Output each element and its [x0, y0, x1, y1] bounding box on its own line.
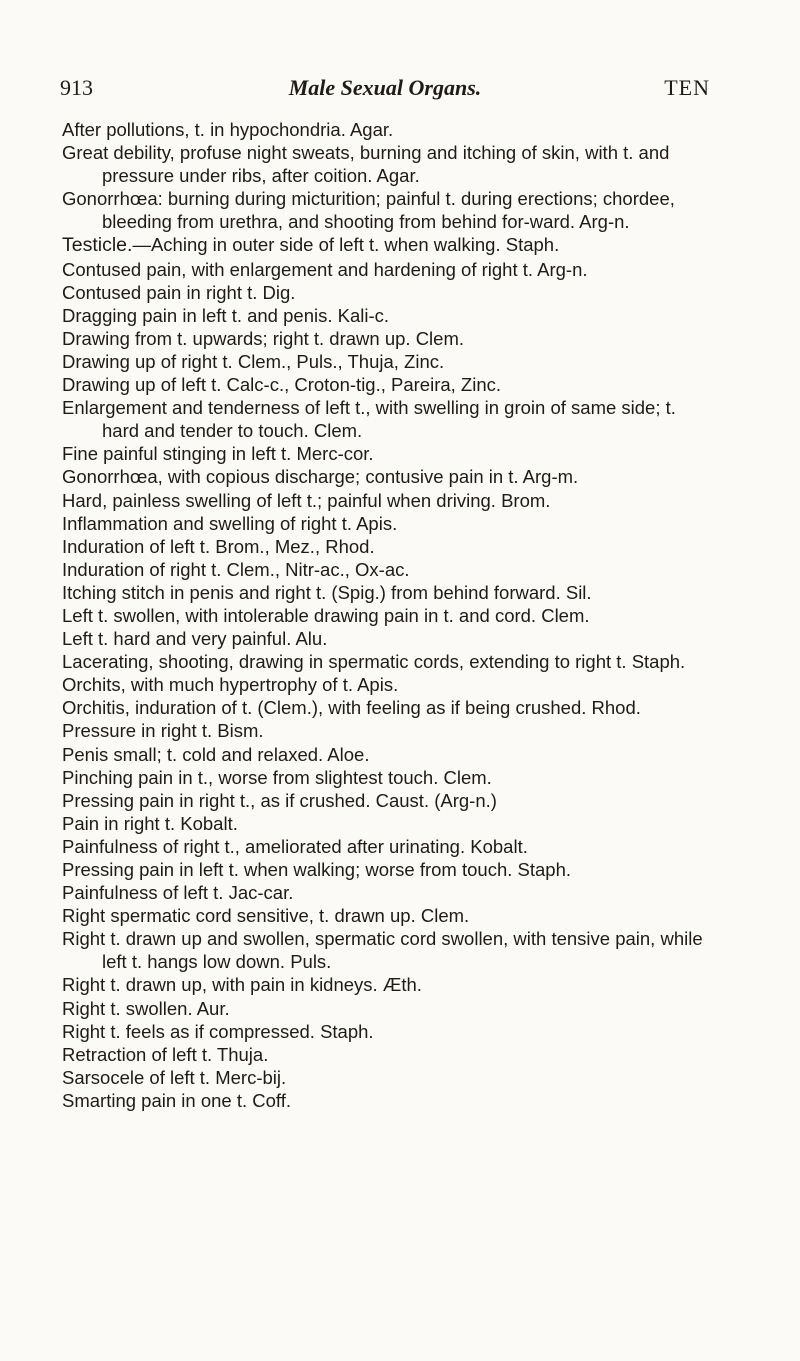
entry-text: Drawing up of left t. Calc-c., Croton-tig., Pareira, Zinc. [62, 374, 502, 396]
repertory-entry [62, 904, 718, 927]
repertory-entry [62, 858, 718, 881]
entry-text: Left t. hard and very painful. Alu. [62, 628, 328, 650]
entry-text: Right t. drawn up, with pain in kidneys. Æth. [62, 974, 422, 996]
entry-text: Pressing pain in left t. when walking; worse from touch. Staph. [62, 859, 572, 880]
repertory-entry [62, 350, 718, 373]
rubric-heading: Testicle. [62, 234, 133, 257]
entry-text: Induration of left t. Brom., Mez., Rhod. [62, 535, 375, 557]
section-label: TEN [664, 75, 710, 100]
repertory-entry [62, 604, 718, 627]
page-header [60, 72, 710, 104]
entry-text: Itching stitch in penis and right t. (Spig.) from behind forward. Sil. [62, 581, 592, 603]
repertory-entry [62, 442, 718, 465]
entry-text: Right t. feels as if compressed. Staph. [62, 1020, 374, 1042]
repertory-entry [62, 118, 718, 141]
repertory-entry [62, 396, 718, 442]
entry-text: Great debility, profuse night sweats, burning and itching of skin, with t. and pressure under ribs, after coition. Agar. [62, 142, 670, 187]
page-number: 913 [60, 75, 93, 100]
repertory-entries [62, 118, 718, 1112]
repertory-entry [62, 1020, 718, 1043]
entry-text: Pressure in right t. Bism. [62, 720, 264, 742]
entry-text: Orchits, with much hypertrophy of t. Apis. [62, 674, 399, 696]
entry-text: —Aching in outer side of left t. when walking. Staph. [132, 234, 560, 256]
entry-text: Enlargement and tenderness of left t., with swelling in groin of same side; t. hard and tender to touch. Clem. [62, 397, 676, 442]
entry-text: Right t. swollen. Aur. [62, 997, 230, 1019]
entry-text: Right spermatic cord sensitive, t. drawn up. Clem. [62, 905, 470, 927]
repertory-entry [62, 789, 718, 812]
repertory-entry [62, 535, 718, 558]
entry-text: Fine painful stinging in left t. Merc-cor. [62, 443, 374, 465]
repertory-entry [62, 304, 718, 327]
entry-text: Smarting pain in one t. Coff. [62, 1089, 291, 1111]
entry-text: Drawing from t. upwards; right t. drawn up. Clem. [62, 327, 465, 349]
repertory-entry [62, 233, 718, 257]
repertory-entry [62, 141, 718, 187]
repertory-entry [62, 465, 718, 488]
entry-text: Pinching pain in t., worse from slightest touch. Clem. [62, 766, 492, 788]
entry-text: Hard, painless swelling of left t.; painful when driving. Brom. [62, 489, 551, 511]
repertory-entry [62, 187, 718, 233]
repertory-entry [62, 581, 718, 604]
repertory-entry [62, 373, 718, 396]
entry-text: Gonorrhœa, with copious discharge; contusive pain in t. Arg-m. [62, 466, 579, 488]
entry-text: Penis small; t. cold and relaxed. Aloe. [62, 743, 370, 765]
entry-text: Retraction of left t. Thuja. [62, 1043, 269, 1065]
repertory-entry [62, 489, 718, 512]
repertory-entry [62, 558, 718, 581]
entry-text: Pressing pain in right t., as if crushed. Caust. (Arg-n.) [62, 789, 497, 811]
repertory-entry [62, 258, 718, 281]
entry-text: Contused pain, with enlargement and hardening of right t. Arg-n. [62, 258, 588, 280]
repertory-entry [62, 627, 718, 650]
entry-text: Induration of right t. Clem., Nitr-ac., Ox-ac. [62, 558, 410, 580]
repertory-entry [62, 881, 718, 904]
repertory-entry [62, 1089, 718, 1112]
entry-text: Dragging pain in left t. and penis. Kali-c. [62, 304, 390, 326]
entry-text: Pain in right t. Kobalt. [62, 812, 238, 834]
repertory-entry [62, 1043, 718, 1066]
entry-text: Inflammation and swelling of right t. Apis. [62, 512, 398, 534]
repertory-entry [62, 973, 718, 996]
repertory-entry [62, 673, 718, 696]
entry-text: Left t. swollen, with intolerable drawing pain in t. and cord. Clem. [62, 604, 590, 626]
entry-text: Gonorrhœa: burning during micturition; painful t. during erections; chordee, bleeding from urethra, and shooting from behind for-ward. Arg-n. [62, 188, 675, 233]
entry-text: Lacerating, shooting, drawing in spermatic cords, extending to right t. Staph. [62, 651, 686, 673]
repertory-entry [62, 743, 718, 766]
repertory-entry [62, 650, 718, 673]
entry-text: Orchitis, induration of t. (Clem.), with feeling as if being crushed. Rhod. [62, 697, 641, 719]
repertory-entry [62, 719, 718, 742]
repertory-entry [62, 835, 718, 858]
repertory-entry [62, 327, 718, 350]
entry-text: Sarsocele of left t. Merc-bij. [62, 1066, 287, 1088]
entry-text: Drawing up of right t. Clem., Puls., Thuja, Zinc. [62, 350, 445, 372]
repertory-entry [62, 812, 718, 835]
running-title: Male Sexual Organs. [288, 75, 482, 100]
repertory-entry [62, 281, 718, 304]
repertory-entry [62, 927, 718, 973]
repertory-entry [62, 766, 718, 789]
repertory-entry [62, 1066, 718, 1089]
repertory-entry [62, 997, 718, 1020]
entry-text: After pollutions, t. in hypochondria. Agar. [62, 119, 394, 140]
repertory-entry [62, 696, 718, 719]
entry-text: Painfulness of right t., ameliorated after urinating. Kobalt. [62, 835, 528, 857]
entry-text: Right t. drawn up and swollen, spermatic cord swollen, with tensive pain, while left t. hangs low down. Puls. [62, 928, 703, 973]
entry-text: Contused pain in right t. Dig. [62, 281, 296, 303]
entry-text: Painfulness of left t. Jac-car. [62, 882, 294, 904]
repertory-entry [62, 512, 718, 535]
